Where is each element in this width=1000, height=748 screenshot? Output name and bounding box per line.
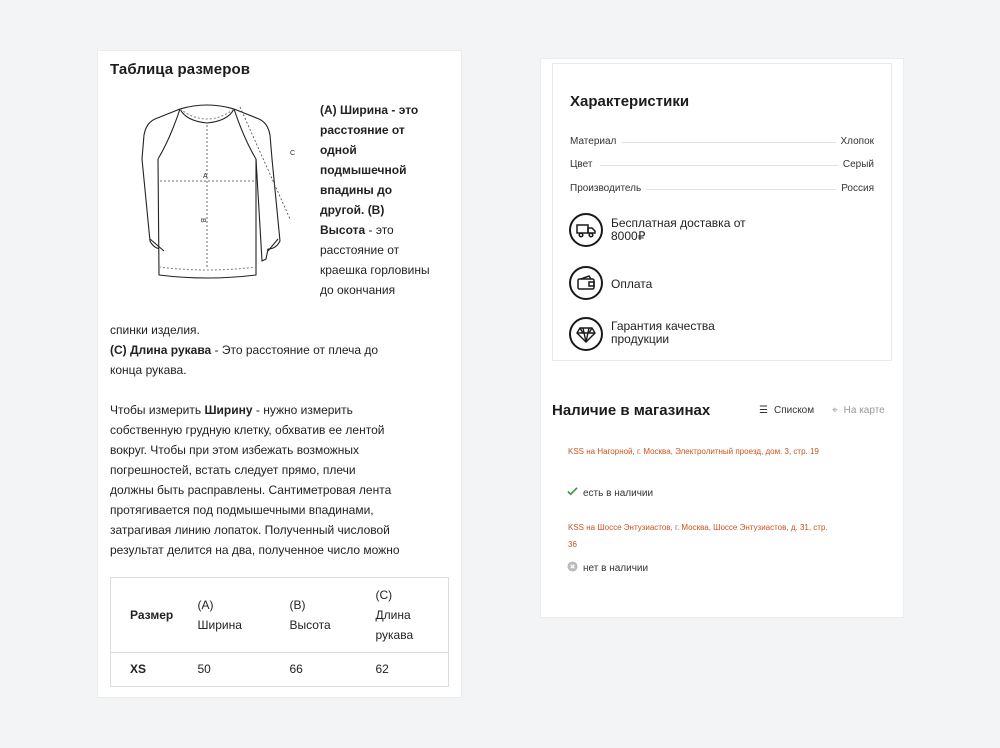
measure-instructions: [110, 400, 400, 560]
size-table-header: [111, 578, 449, 653]
measure-text: - нужно измерить собственную грудную клетку, обхватив ее лентой вокруг. Чтобы при этом избежать возможных погрешностей, встать следует прямо, плечи должны быть расправлены. Сантиметровая лента протягивается под подмышечными впадинами, затрагивая линию лопаток. Полученный числовой результат делится на два, полученное число можно: [110, 403, 400, 557]
characteristics-box: [552, 63, 892, 361]
view-list-label: Списком: [773, 405, 815, 416]
dimension-b-text-end: спинки изделия.: [110, 323, 200, 337]
dimension-c-text: - Это расстояние от плеча до конца рукава.: [110, 343, 379, 377]
spec-key: Цвет: [570, 159, 596, 170]
stock-status: [567, 486, 653, 499]
size-table-cell: 62: [375, 662, 389, 677]
characteristics-title: Характеристики: [570, 93, 690, 110]
feature-text: Оплата: [611, 277, 653, 291]
store-link[interactable]: KSS на Нагорной, г. Москва, Электролитный проезд, дом. 3, стр. 19: [568, 447, 819, 456]
size-table-cell: 50: [197, 662, 211, 677]
sweater-diagram: [110, 99, 300, 299]
size-table-header-cell: (A) Ширина: [197, 597, 242, 632]
size-chart-card: [97, 50, 462, 698]
size-table-cell: 66: [289, 662, 303, 677]
size-chart-title: Таблица размеров: [110, 61, 251, 78]
list-icon: ☰: [759, 405, 768, 416]
dimension-b-label: (B) Высота: [320, 203, 385, 237]
feature-text: Бесплатная доставка от 8000₽: [611, 216, 746, 243]
diagram-label-a: A: [203, 173, 208, 180]
size-table-cell: XS: [130, 662, 147, 677]
wallet-icon: [569, 266, 603, 300]
availability-title: Наличие в магазинах: [552, 402, 711, 419]
feature-payment: [569, 266, 869, 302]
spec-row: [570, 157, 874, 173]
feature-delivery: [569, 213, 869, 249]
cross-circle-icon: [567, 561, 578, 572]
dimension-b-text-cont: краешка горловины до окончания: [320, 263, 430, 297]
diagram-label-c: C: [290, 150, 296, 157]
store-link[interactable]: KSS на Шоссе Энтузиастов, г. Москва, Шоссе Энтузиастов, д. 31, стр. 36: [568, 523, 828, 549]
view-list-toggle[interactable]: [759, 405, 814, 416]
product-info-card: [540, 58, 904, 618]
dimension-b-text: - это расстояние от: [320, 223, 400, 257]
measure-intro: Чтобы измерить: [110, 403, 205, 417]
view-map-label: На карте: [843, 405, 885, 416]
spec-value: Хлопок: [836, 136, 874, 147]
stock-status-text: нет в наличии: [583, 563, 649, 574]
stock-status-text: есть в наличии: [583, 488, 654, 499]
dimension-description-cont: [110, 320, 400, 380]
spec-value: Россия: [837, 183, 874, 194]
spec-value: Серый: [839, 159, 874, 170]
dimension-c-label: (C) Длина рукава: [110, 343, 212, 357]
size-table-header-cell: (B) Высота: [289, 597, 331, 632]
spec-row: [570, 134, 874, 150]
spec-row: [570, 181, 874, 197]
dimension-a-label: (A) Ширина - это расстояние от одной подмышечной впадины до другой.: [320, 103, 419, 217]
feature-text: Гарантия качества продукции: [611, 319, 715, 346]
map-pin-icon: ⌖: [832, 405, 838, 416]
view-map-toggle[interactable]: [832, 405, 885, 416]
check-icon: [567, 486, 578, 497]
size-table-header-cell: (C) Длина рукава: [375, 587, 414, 642]
stock-status: [567, 561, 648, 574]
diagram-label-b: B: [199, 218, 206, 223]
size-table-row: [111, 652, 449, 686]
size-table-header-cell: Размер: [130, 607, 174, 622]
feature-guarantee: [569, 317, 869, 353]
spec-key: Производитель: [570, 183, 645, 194]
measure-bold: Ширину: [204, 403, 253, 417]
size-table: [110, 577, 449, 687]
spec-key: Материал: [570, 136, 620, 147]
dimension-a-description: [320, 100, 430, 300]
truck-icon: [569, 213, 603, 247]
diamond-icon: [569, 317, 603, 351]
